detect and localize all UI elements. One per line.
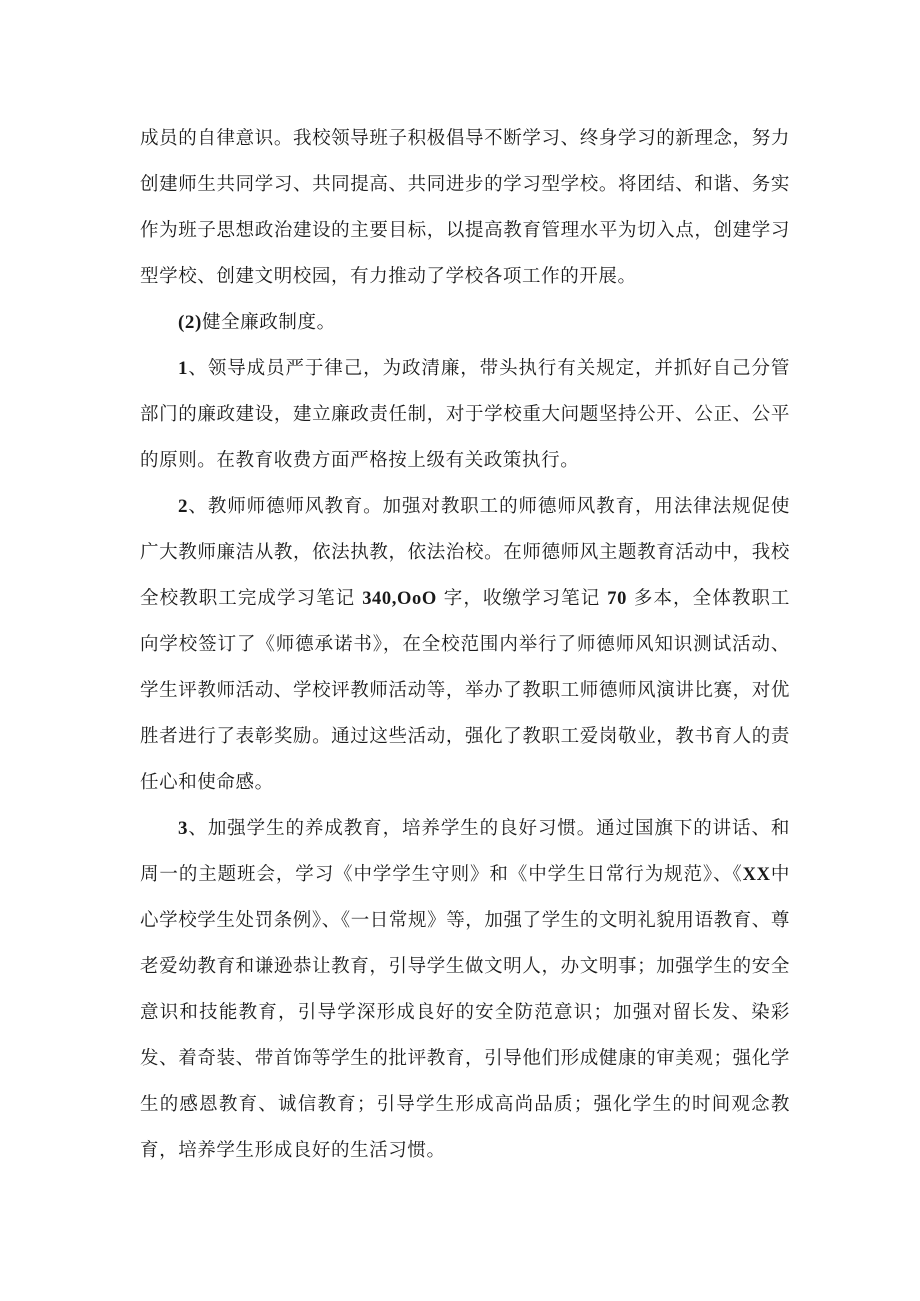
section-number: (2) — [178, 312, 202, 333]
item-text-part: 、加强学生的养成教育，培养学生的良好习惯。通过国旗下的讲话、和周一的主题班会，学习《中学学生守则》和《中学生日常行为规范》、《 — [140, 818, 790, 885]
item-text-part: 多本，全体教职工向学校签订了《师德承诺书》，在全校范围内举行了师德师风知识测试活动、学生评教师活动、学校评教师活动等，举办了教职工师德师风演讲比赛，对优胜者进行了表彰奖励。通过这些活动，强化了教职工爱岗敬业，教书育人的责任心和使命感。 — [140, 588, 790, 793]
notebook-count-value: 70 — [607, 589, 627, 609]
item-text-part: 、教师师德师风教育。加强对教职工的师德师风教育，用法律法规促使广大教师廉洁从教，依法执教，依法治校。在师德师风主题教育活动中，我校全校教职工完成学习笔记 — [140, 496, 790, 609]
item-number: 2 — [178, 496, 189, 517]
paragraph-item-2 — [140, 484, 790, 806]
item-text-part: 中心学校学生处罚条例》、《一日常规》等，加强了学生的文明礼貌用语教育、尊老爱幼教育和谦逊恭让教育，引导学生做文明人，办文明事；加强学生的安全意识和技能教育，引导学深形成良好的安全防范意识；加强对留长发、染彩发、着奇装、带首饰等学生的批评教育，引导他们形成健康的审美观；强化学生的感恩教育、诚信教育；引导学生形成高尚品质；强化学生的时间观念教育，培养学生形成良好的生活习惯。 — [140, 864, 791, 1161]
item-text-part: 字，收缴学习笔记 — [436, 588, 608, 609]
item-number: 1 — [178, 358, 189, 379]
paragraph-item-1 — [140, 346, 790, 484]
section-heading-text: 健全廉政制度。 — [201, 312, 336, 333]
paragraph-continuation: 成员的自律意识。我校领导班子积极倡导不断学习、终身学习的新理念，努力创建师生共同学习、共同提高、共同进步的学习型学校。将团结、和谐、务实作为班子思想政治建设的主要目标，以提高教育管理水平为切入点，创建学习型学校、创建文明校园，有力推动了学校各项工作的开展。 — [140, 128, 790, 287]
paragraph-item-3 — [140, 806, 790, 1174]
item-number: 3 — [178, 818, 189, 839]
school-name-placeholder: XX — [742, 865, 771, 885]
document-body — [140, 116, 790, 1174]
notes-count-value: 340,OoO — [362, 589, 437, 609]
item-text: 、领导成员严于律己，为政清廉，带头执行有关规定，并抓好自己分管部门的廉政建设，建立廉政责任制，对于学校重大问题坚持公开、公正、公平的原则。在教育收费方面严格按上级有关政策执行。 — [140, 358, 790, 471]
section-heading-integrity-system — [140, 300, 790, 346]
